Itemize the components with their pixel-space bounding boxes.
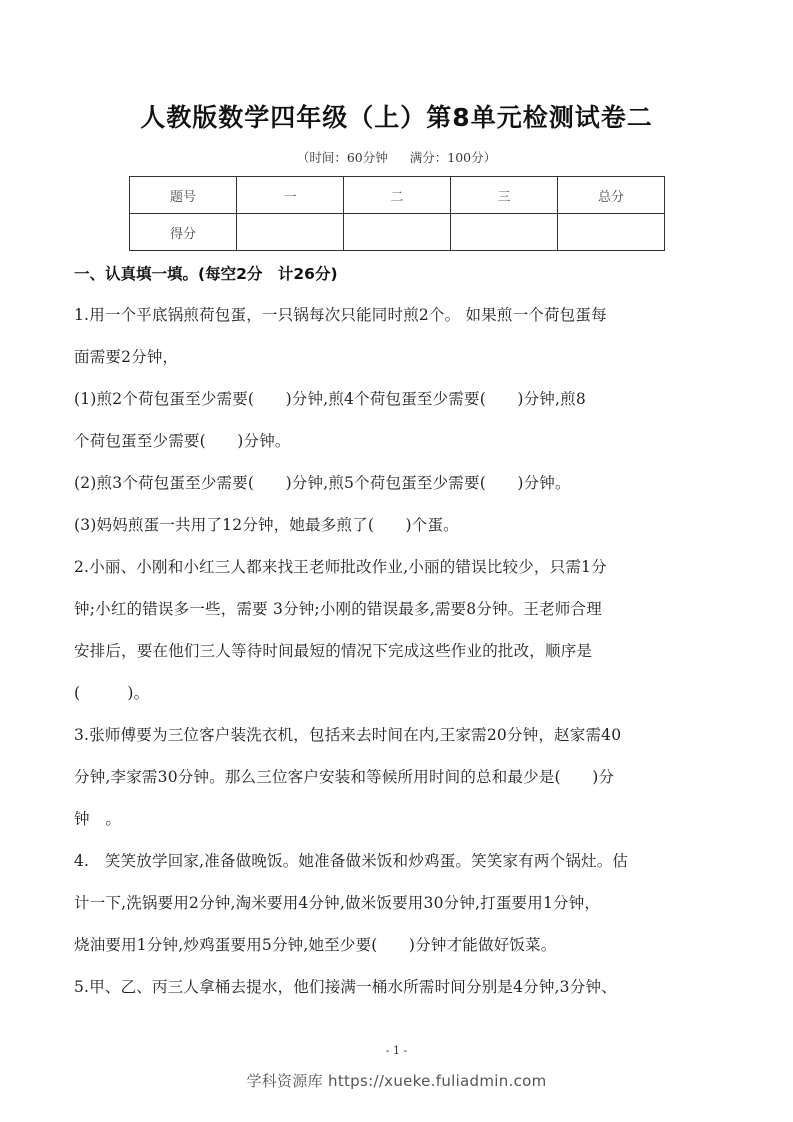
- score-table-row-label: 得分: [130, 214, 237, 251]
- question-line: 个荷包蛋至少需要( )分钟。: [74, 432, 291, 450]
- question-line: (2)煎3个荷包蛋至少需要( )分钟,煎5个荷包蛋至少需要( )分钟。: [74, 474, 571, 492]
- score-table-header-cell: 三: [451, 177, 558, 214]
- question-line: (1)煎2个荷包蛋至少需要( )分钟,煎4个荷包蛋至少需要( )分钟,煎8: [74, 390, 586, 408]
- score-cell: [451, 214, 558, 251]
- exam-info: [0, 148, 793, 166]
- question-line: 钟 。: [74, 810, 122, 828]
- score-table-header-row: [130, 177, 665, 214]
- question-line: 面需要2分钟，: [74, 348, 179, 366]
- exam-time: （时间：60分钟: [296, 150, 388, 165]
- page-title: 人教版数学四年级（上）第8单元检测试卷二: [140, 103, 653, 132]
- score-table-header-cell: 二: [344, 177, 451, 214]
- question-line: 计一下,洗锅要用2分钟,淘米要用4分钟,做米饭要用30分钟,打蛋要用1分钟，: [74, 894, 601, 912]
- score-cell: [558, 214, 665, 251]
- score-table-header-cell: 总分: [558, 177, 665, 214]
- question-line: 烧油要用1分钟,炒鸡蛋要用5分钟,她至少要( )分钟才能做好饭菜。: [74, 936, 557, 954]
- section-one-heading: 一、认真填一填。(每空2分 计26分): [74, 265, 338, 283]
- question-line: 安排后，要在他们三人等待时间最短的情况下完成这些作业的批改，顺序是: [74, 642, 593, 660]
- page-number: - 1 -: [385, 1044, 408, 1057]
- exam-full-score: 满分：100分）: [409, 150, 497, 165]
- score-cell: [344, 214, 451, 251]
- question-line: 5.甲、乙、丙三人拿桶去提水，他们接满一桶水所需时间分别是4分钟,3分钟、: [74, 978, 617, 996]
- score-table-header-cell: 一: [237, 177, 344, 214]
- question-line: 分钟,李家需30分钟。那么三位客户安装和等候所用时间的总和最少是( )分: [74, 768, 615, 786]
- source-watermark: 学科资源库 https://xueke.fuliadmin.com: [246, 1072, 547, 1090]
- question-line: 3.张师傅要为三位客户装洗衣机，包括来去时间在内,王家需20分钟，赵家需40: [74, 726, 622, 744]
- question-line: 钟;小红的错误多一些，需要 3分钟;小刚的错误最多,需要8分钟。王老师合理: [74, 600, 602, 618]
- question-line: 1.用一个平底锅煎荷包蛋，一只锅每次只能同时煎2个。 如果煎一个荷包蛋每: [74, 306, 607, 324]
- score-table-header-cell: 题号: [130, 177, 237, 214]
- question-line: 4. 笑笑放学回家,准备做晚饭。她准备做米饭和炒鸡蛋。笑笑家有两个锅灶。估: [74, 852, 629, 870]
- question-line: (3)妈妈煎蛋一共用了12分钟，她最多煎了( )个蛋。: [74, 516, 459, 534]
- score-table-score-row: [130, 214, 665, 251]
- question-line: ( )。: [74, 684, 150, 702]
- score-table: [129, 176, 665, 251]
- question-line: 2.小丽、小刚和小红三人都来找王老师批改作业,小丽的错误比较少，只需1分: [74, 558, 607, 576]
- score-cell: [237, 214, 344, 251]
